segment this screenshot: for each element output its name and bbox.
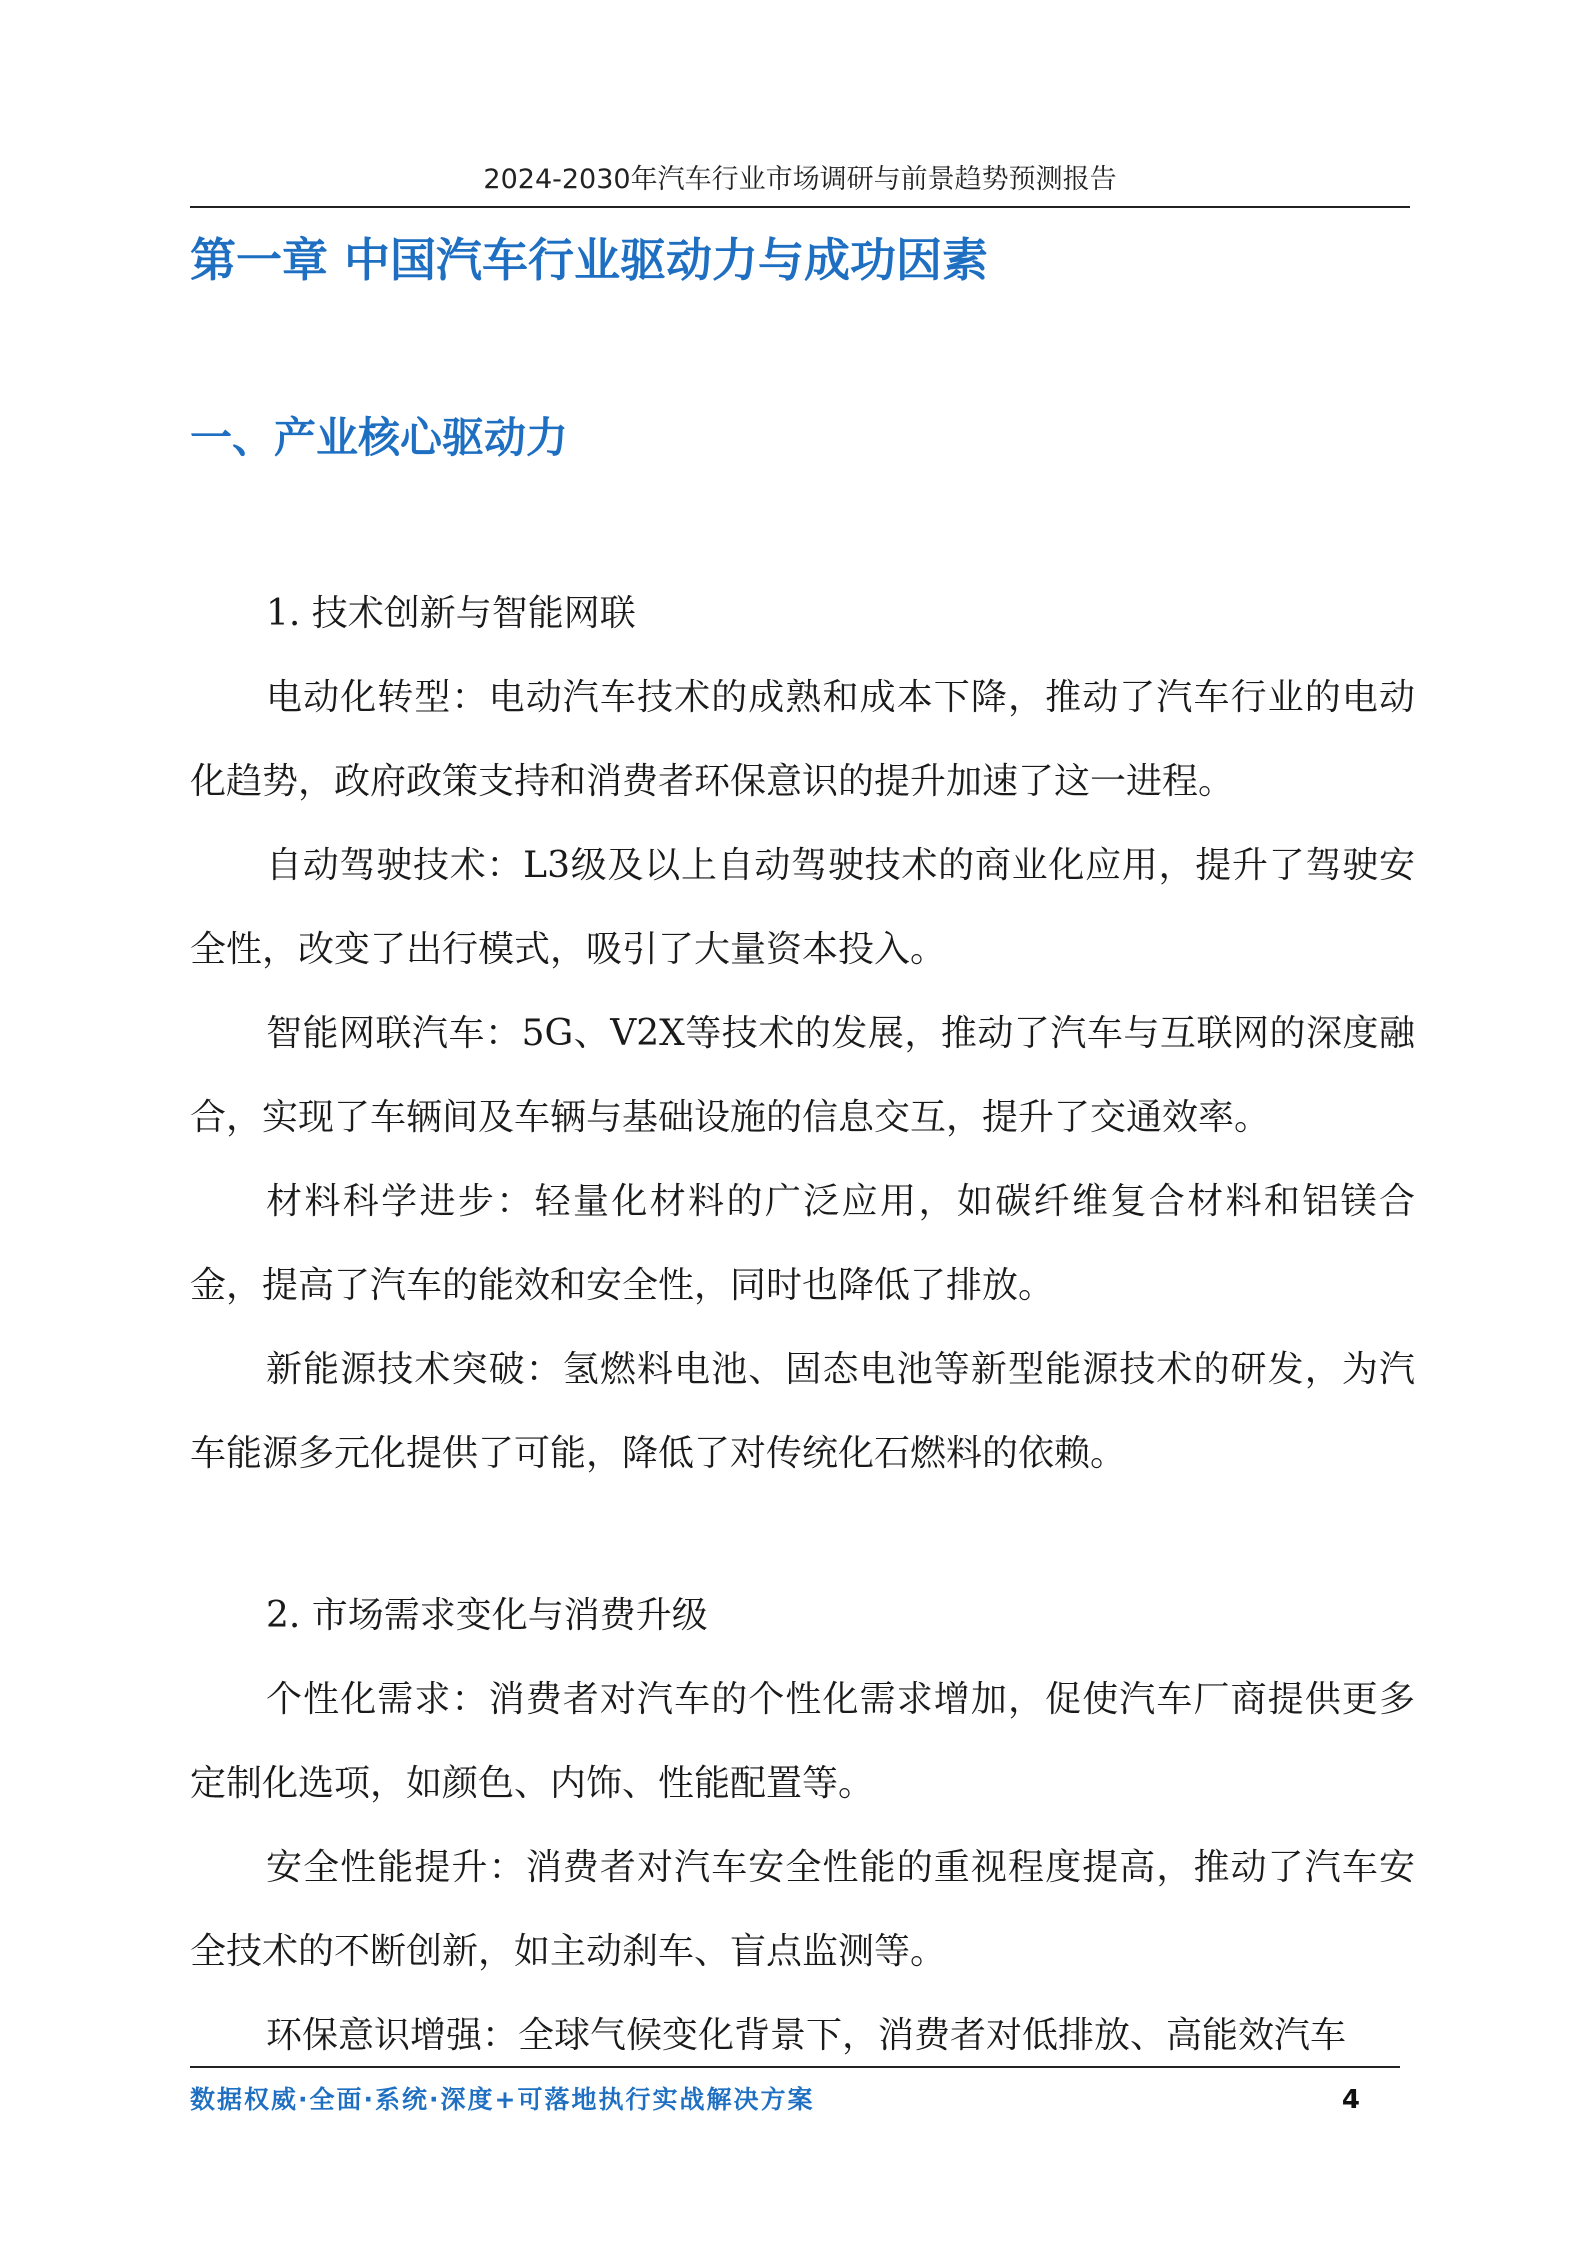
subsection-heading: 2. 市场需求变化与消费升级 xyxy=(266,1595,708,1636)
subsection-heading: 1. 技术创新与智能网联 xyxy=(266,593,636,634)
paragraph-safety: 安全性能提升：消费者对汽车安全性能的重视程度提高，推动了汽车安全技术的不断创新，如主动刹车、盲点监测等。 xyxy=(190,1847,1415,1972)
page-header xyxy=(190,160,1410,208)
paragraph-autonomous-driving: 自动驾驶技术：L3级及以上自动驾驶技术的商业化应用，提升了驾驶安全性，改变了出行模式，吸引了大量资本投入。 xyxy=(190,845,1415,970)
chapter-title: 第一章 中国汽车行业驱动力与成功因素 xyxy=(190,233,989,287)
paragraph-materials: 材料科学进步：轻量化材料的广泛应用，如碳纤维复合材料和铝镁合金，提高了汽车的能效和安全性，同时也降低了排放。 xyxy=(190,1181,1415,1306)
page-footer xyxy=(190,2066,1400,2128)
paragraph-environment: 环保意识增强：全球气候变化背景下，消费者对低排放、高能效汽车 xyxy=(266,2015,1347,2056)
footer-slogan: 数据权威·全面·系统·深度+可落地执行实战解决方案 xyxy=(190,2085,815,2114)
paragraph-new-energy: 新能源技术突破：氢燃料电池、固态电池等新型能源技术的研发，为汽车能源多元化提供了可能，降低了对传统化石燃料的依赖。 xyxy=(190,1349,1415,1474)
section-title: 一、产业核心驱动力 xyxy=(190,413,569,462)
paragraph-personalization: 个性化需求：消费者对汽车的个性化需求增加，促使汽车厂商提供更多定制化选项，如颜色、内饰、性能配置等。 xyxy=(190,1679,1415,1804)
subsection-market-demand xyxy=(190,1574,1415,2078)
page-number: 4 xyxy=(1341,2085,1360,2115)
report-title: 2024-2030年汽车行业市场调研与前景趋势预测报告 xyxy=(483,164,1117,195)
subsection-technology xyxy=(190,572,1415,1496)
paragraph-connected-vehicles: 智能网联汽车：5G、V2X等技术的发展，推动了汽车与互联网的深度融合，实现了车辆间及车辆与基础设施的信息交互，提升了交通效率。 xyxy=(190,1013,1415,1138)
paragraph-electrification: 电动化转型：电动汽车技术的成熟和成本下降，推动了汽车行业的电动化趋势，政府政策支持和消费者环保意识的提升加速了这一进程。 xyxy=(190,677,1415,802)
